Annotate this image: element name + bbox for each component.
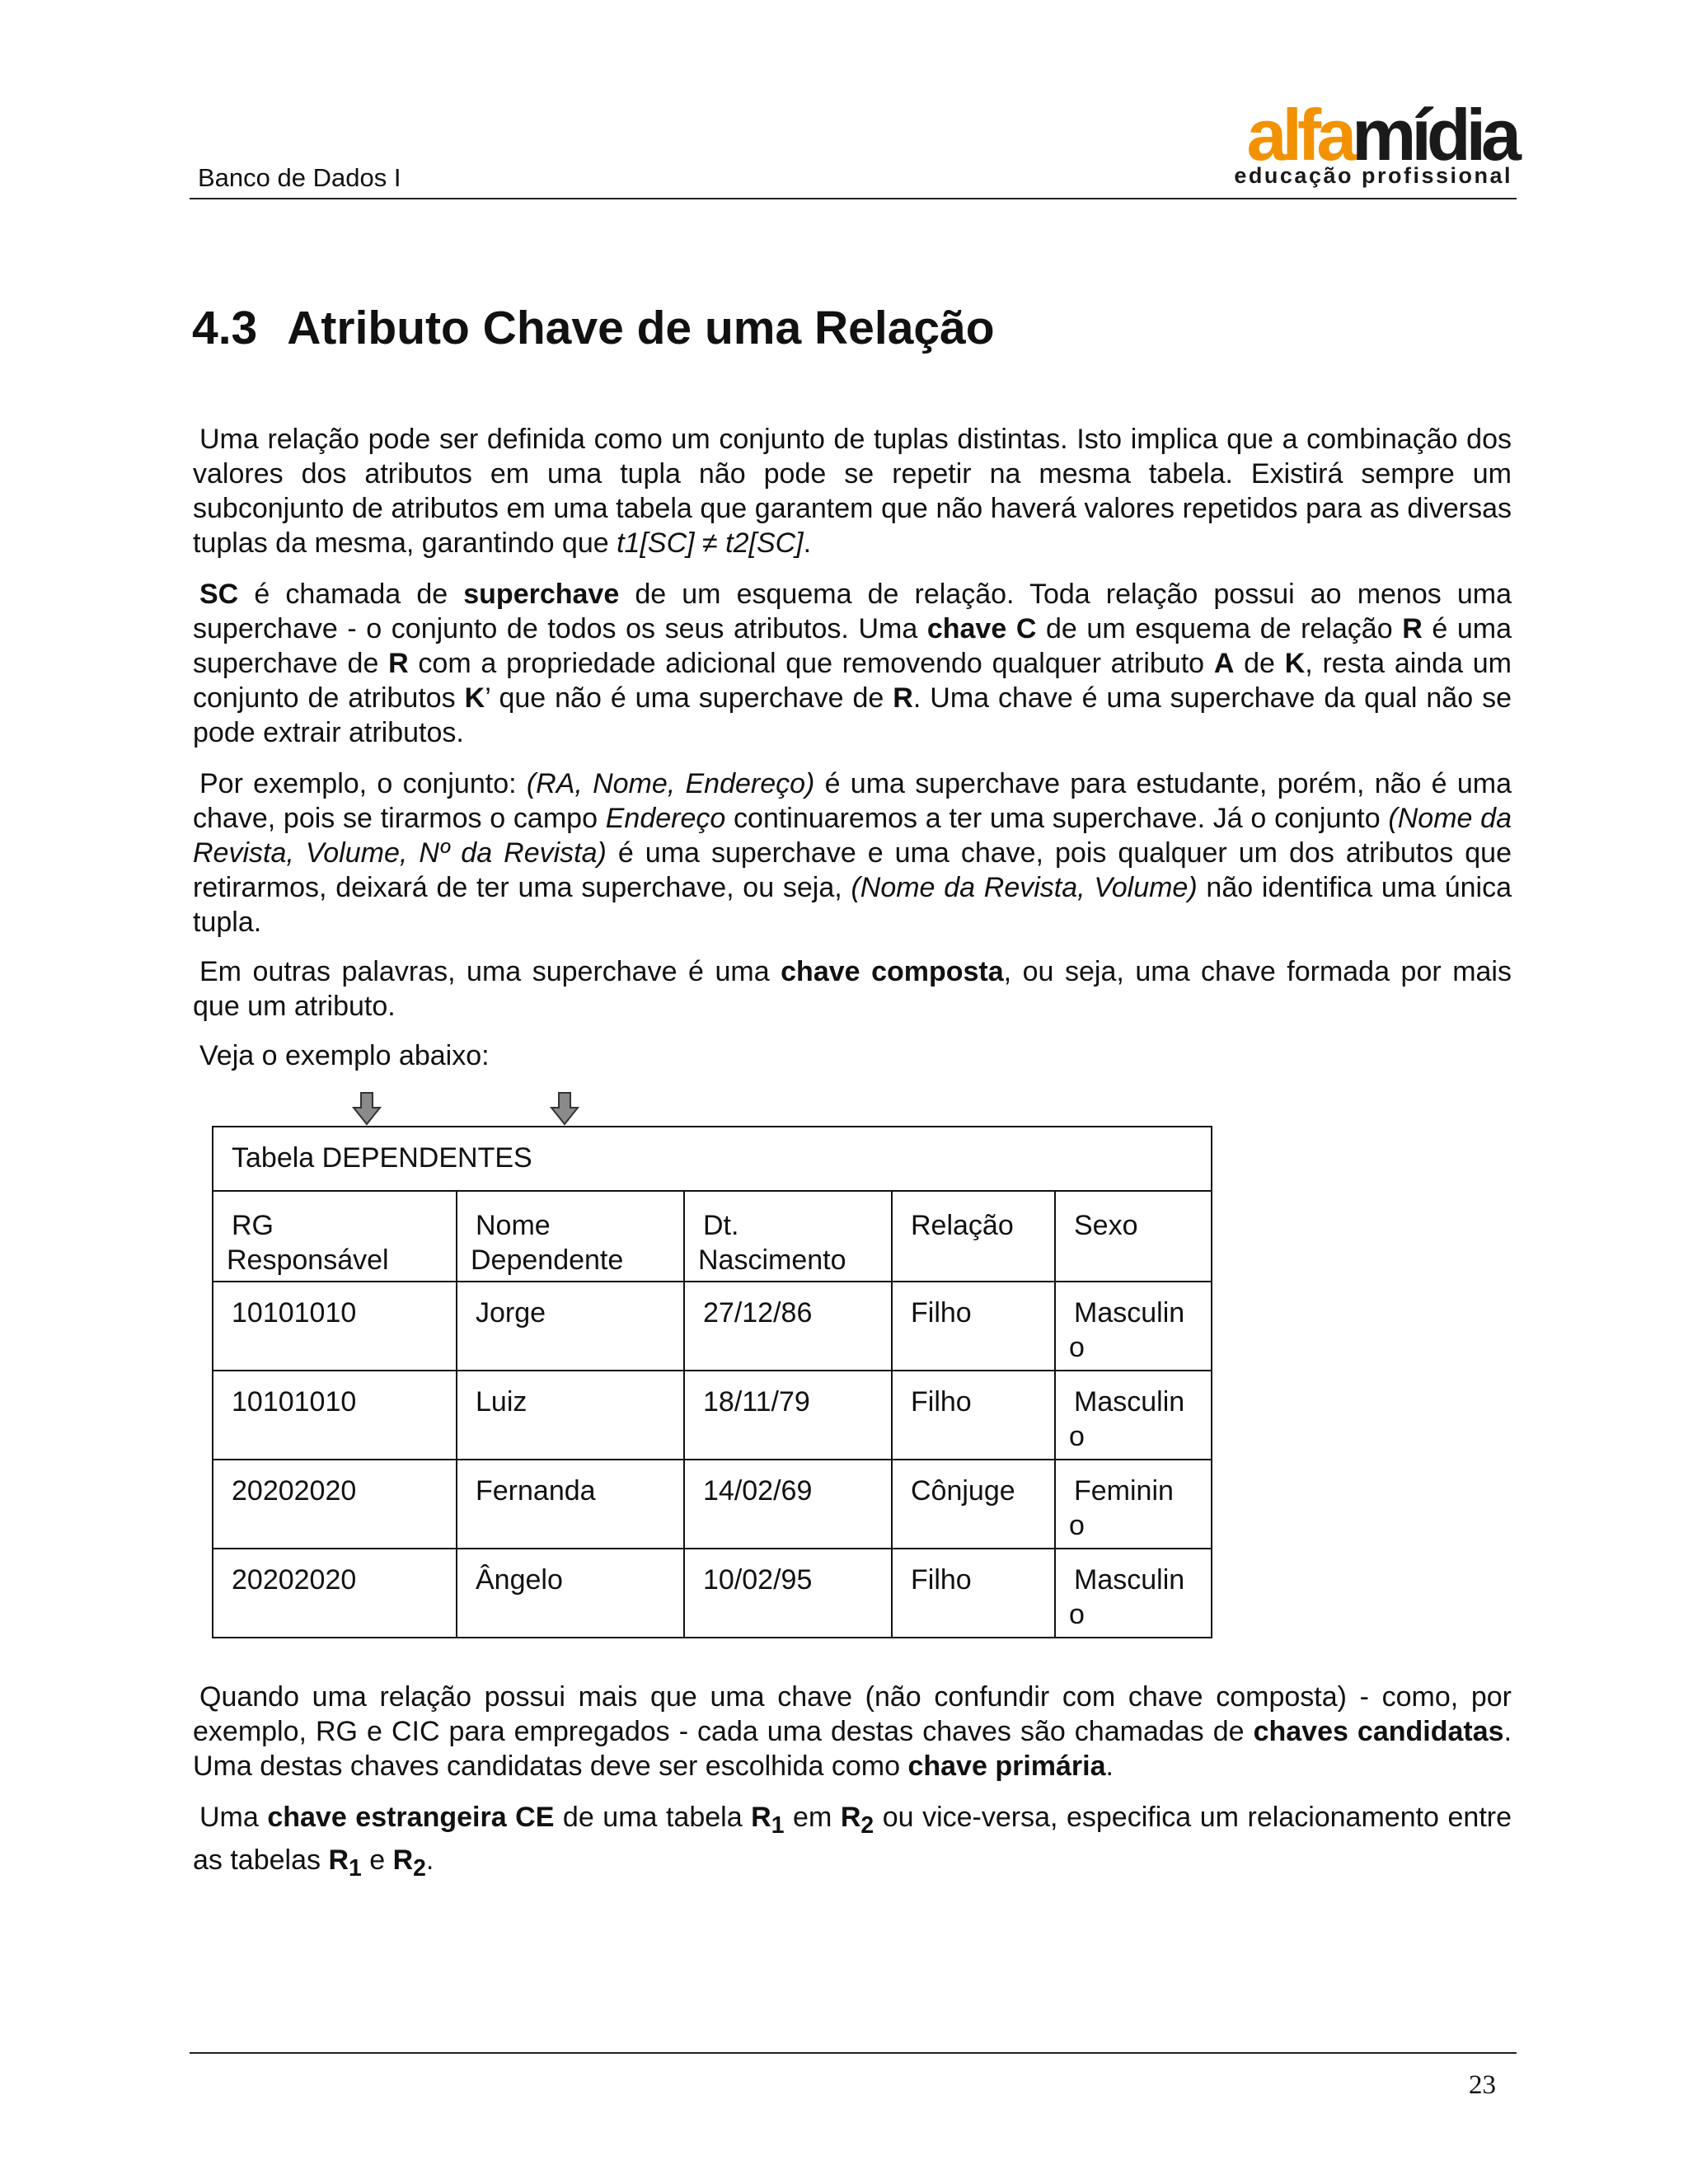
header-nome-line1: Nome (476, 1210, 551, 1241)
cell-sexo (1055, 1549, 1212, 1638)
cell-relacao: Filho (892, 1549, 1055, 1638)
header-rg-line1: RG (232, 1210, 274, 1241)
p6-s4-text: R (751, 1802, 771, 1833)
cell-nome: Jorge (457, 1282, 684, 1371)
p2-s15: K (464, 682, 485, 714)
header-dt-line2: Nascimento (698, 1244, 846, 1276)
table-caption: Tabela DEPENDENTES (213, 1127, 1212, 1191)
key-arrow-down-icon (548, 1091, 581, 1127)
footer-rule (190, 2052, 1517, 2054)
paragraph-example (193, 766, 1512, 940)
header-rg-line2: Responsável (227, 1244, 389, 1276)
p2-s17: R (893, 682, 913, 714)
cell-nome: Fernanda (457, 1460, 684, 1549)
section-title: Atributo Chave de uma Relação (287, 302, 995, 354)
p6-s7: ou vice-versa, especifica um relacionamento entre as tabelas (193, 1802, 1512, 1876)
p3-s7: é uma superchave e uma chave, pois qualquer um dos atributos que retirarmos, deixará de ter uma superchave, ou seja, (193, 837, 1512, 903)
p4-s1: Em outras palavras, uma superchave é uma (199, 956, 781, 987)
header-rg (213, 1191, 457, 1282)
p3-s4: Endereço (605, 803, 726, 834)
table-row (213, 1549, 1212, 1638)
document-title: Banco de Dados I (198, 163, 401, 192)
cell-dt: 18/11/79 (684, 1371, 892, 1460)
p5-s1: Quando uma relação possui mais que uma chave (não confundir com chave composta) - como, por exemplo, RG e CIC para empregados - cada uma destas chaves são chamadas de (193, 1681, 1512, 1747)
paragraph-superchave (193, 577, 1512, 750)
cell-sexo (1055, 1282, 1212, 1371)
cell-sexo (1055, 1371, 1212, 1460)
section-heading (192, 301, 995, 355)
p6-s1: Uma (199, 1802, 268, 1833)
p6-s6-text: R (840, 1802, 861, 1833)
cell-sexo-line2: o (1069, 1599, 1085, 1630)
table-row (213, 1371, 1212, 1460)
cell-sexo-line1: Masculin (1074, 1386, 1185, 1418)
header-rule (190, 198, 1517, 199)
header-dt-line1: Dt. (703, 1210, 739, 1241)
p3-s1: Por exemplo, o conjunto: (199, 768, 527, 799)
paragraph-composite-key (193, 954, 1512, 1024)
paragraph-foreign-key (193, 1800, 1512, 1886)
header-nome-line2: Dependente (471, 1244, 624, 1276)
p2-s7: R (1402, 613, 1423, 644)
table-header-row (213, 1191, 1212, 1282)
p6-s10 (392, 1844, 426, 1882)
p5-s5: . (1105, 1750, 1114, 1782)
cell-dt: 14/02/69 (684, 1460, 892, 1549)
header-sexo (1055, 1191, 1212, 1282)
p1-formula: t1[SC] ≠ t2[SC] (617, 527, 804, 559)
p6-s6-sub: 2 (860, 1811, 874, 1839)
page-number: 23 (1469, 2070, 1496, 2100)
paragraph-tuples (193, 422, 1512, 560)
section-number: 4.3 (192, 302, 258, 354)
p6-s8-sub: 1 (349, 1854, 362, 1882)
cell-nome: Luiz (457, 1371, 684, 1460)
p2-s10: com a propriedade adicional que removendo qualquer atributo (408, 648, 1214, 679)
cell-dt: 10/02/95 (684, 1549, 892, 1638)
cell-rg: 10101010 (213, 1282, 457, 1371)
p6-s8-text: R (328, 1844, 349, 1876)
p2-s6: de um esquema de relação (1036, 613, 1403, 644)
cell-sexo-line2: o (1069, 1421, 1085, 1452)
p3-s9: não identifica uma única tupla. (193, 872, 1512, 938)
cell-sexo (1055, 1460, 1212, 1549)
header-dt (684, 1191, 892, 1282)
cell-sexo-line1: Feminin (1074, 1475, 1174, 1507)
cell-rg: 20202020 (213, 1549, 457, 1638)
p6-s5: em (784, 1802, 841, 1833)
cell-sexo-line1: Masculin (1074, 1564, 1185, 1596)
header-relacao-line1: Relação (911, 1210, 1014, 1241)
p2-s9: R (388, 648, 409, 679)
cell-rg: 10101010 (213, 1371, 457, 1460)
p3-s6: (Nome da Revista, Volume, Nº da Revista) (193, 803, 1512, 869)
p2-s13: K (1284, 648, 1306, 679)
cell-sexo-line1: Masculin (1074, 1297, 1185, 1329)
p2-s12: de (1234, 648, 1285, 679)
dependentes-table (212, 1126, 1212, 1638)
logo-brand-part2: mídia (1352, 94, 1517, 176)
p6-s10-text: R (392, 1844, 414, 1876)
p6-s8 (328, 1844, 362, 1882)
cell-relacao: Cônjuge (892, 1460, 1055, 1549)
p2-s11: A (1213, 648, 1235, 679)
p2-s3: superchave (463, 579, 620, 610)
p2-s1: SC (199, 579, 239, 610)
p2-s16: ’ que não é uma superchave de (485, 682, 893, 714)
p5-s2: chaves candidatas (1253, 1716, 1504, 1747)
cell-rg: 20202020 (213, 1460, 457, 1549)
p2-s5: chave C (926, 613, 1037, 644)
logo-tagline: educação profissional (1234, 163, 1512, 188)
p6-s10-sub: 2 (413, 1854, 426, 1882)
header-relacao (892, 1191, 1055, 1282)
logo-brand-part1: alfa (1246, 94, 1353, 176)
table-row (213, 1282, 1212, 1371)
p6-s6 (840, 1802, 874, 1839)
p6-s9: e (361, 1844, 393, 1876)
p6-s2: chave estrangeira CE (267, 1802, 555, 1833)
p4-s2: chave composta (781, 956, 1004, 987)
paragraph-candidate-keys (193, 1680, 1512, 1783)
p4-s3: , ou seja, uma chave formada por mais que um atributo. (193, 956, 1512, 1022)
cell-sexo-line2: o (1069, 1332, 1085, 1363)
cell-relacao: Filho (892, 1371, 1055, 1460)
p2-s2: é chamada de (238, 579, 464, 610)
p3-s3: é uma superchave para estudante, porém, não é uma chave, pois se tirarmos o campo (193, 768, 1512, 834)
cell-dt: 27/12/86 (684, 1282, 892, 1371)
p2-s18: . Uma chave é uma superchave da qual não se pode extrair atributos. (193, 682, 1512, 748)
p6-s4 (751, 1802, 785, 1839)
p2-s14: , resta ainda um conjunto de atributos (193, 648, 1512, 714)
p6-s3: de uma tabela (554, 1802, 752, 1833)
p2-s4: de um esquema de relação. Toda relação possui ao menos uma superchave - o conjunto de todos os seus atributos. Uma (193, 579, 1512, 644)
header-sexo-line1: Sexo (1074, 1210, 1138, 1241)
p1-text: Uma relação pode ser definida como um conjunto de tuplas distintas. Isto implica que a combinação dos valores dos atributos em uma tupla não pode se repetir na mesma tabela. Existirá sempre um subconjunto de atributos em uma tabela que garantem que não haverá valores repetidos para as diversas tuplas da mesma, garantindo que (193, 424, 1512, 559)
p3-s2: (RA, Nome, Endereço) (526, 768, 815, 799)
p5-s3: . Uma destas chaves candidatas deve ser escolhida como (193, 1716, 1512, 1782)
key-arrow-down-icon (350, 1091, 383, 1127)
example-label: Veja o exemplo abaixo: (199, 1040, 490, 1071)
cell-nome: Ângelo (457, 1549, 684, 1638)
header-nome (457, 1191, 684, 1282)
p6-s11: . (425, 1844, 434, 1876)
alfamidia-logo (1191, 94, 1517, 194)
p1-end: . (803, 527, 812, 559)
cell-sexo-line2: o (1069, 1510, 1085, 1541)
p6-s4-sub: 1 (771, 1811, 785, 1839)
p5-s4: chave primária (907, 1750, 1106, 1782)
table-row (213, 1460, 1212, 1549)
cell-relacao: Filho (892, 1282, 1055, 1371)
p3-s8: (Nome da Revista, Volume) (851, 872, 1198, 903)
p3-s5: continuaremos a ter uma superchave. Já o conjunto (725, 803, 1389, 834)
p2-s8: é uma superchave de (193, 613, 1512, 679)
